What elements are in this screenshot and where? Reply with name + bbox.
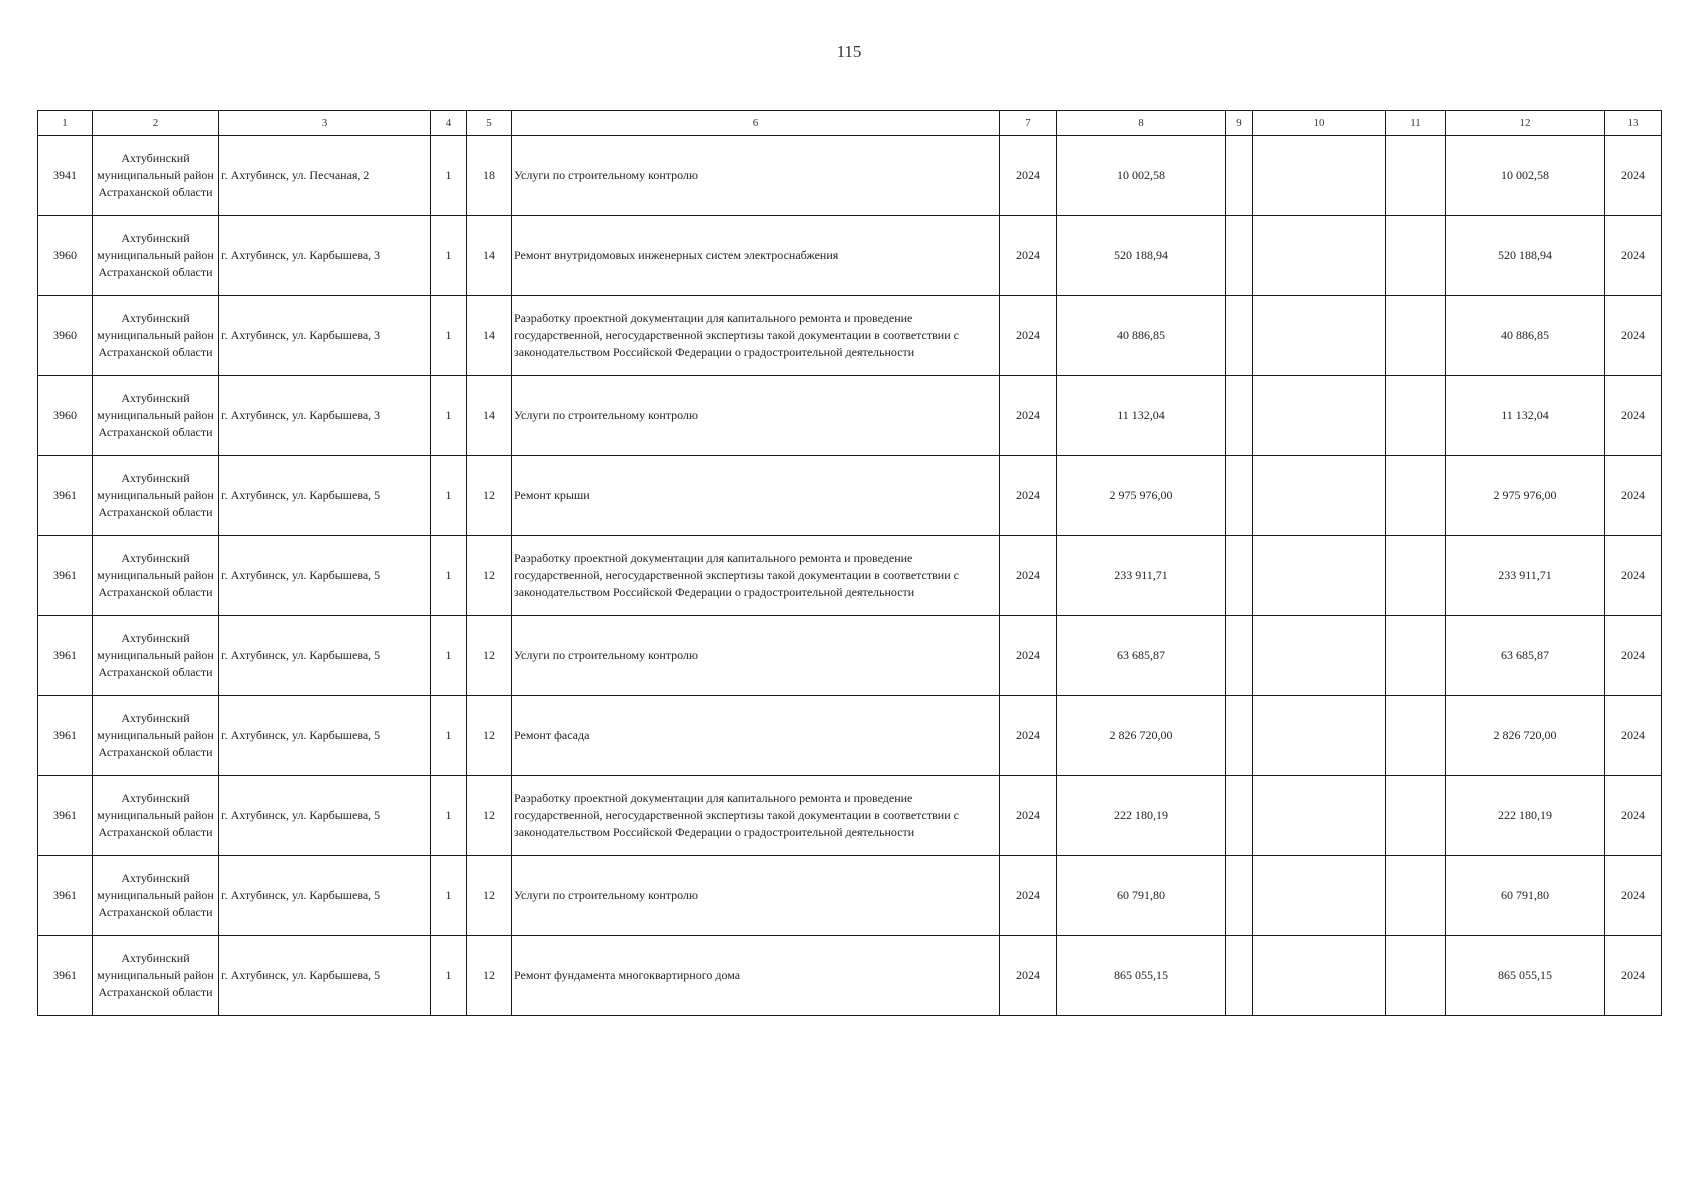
- work-type-cell: Разработку проектной документации для капитального ремонта и проведение государственной, негосударственной экспертизы такой документации в соответствии с законодательством Российской Федерации о градостроительной деятельности: [512, 296, 1000, 376]
- col5-cell: 12: [467, 696, 512, 776]
- year-cell: 2024: [1000, 696, 1057, 776]
- cost-cell: 222 180,19: [1446, 776, 1605, 856]
- house-id-cell: 3941: [38, 136, 93, 216]
- completion-year-cell: 2024: [1605, 296, 1662, 376]
- col4-cell: 1: [431, 856, 467, 936]
- work-type-cell: Ремонт крыши: [512, 456, 1000, 536]
- col5-cell: 18: [467, 136, 512, 216]
- column-header-12: 12: [1446, 111, 1605, 136]
- municipality-cell: Ахтубинский муниципальный район Астраханской области: [93, 376, 219, 456]
- col11-cell: [1386, 536, 1446, 616]
- table-body: [38, 136, 1662, 1016]
- house-id-cell: 3961: [38, 616, 93, 696]
- table-row: [38, 936, 1662, 1016]
- col11-cell: [1386, 216, 1446, 296]
- col9-cell: [1226, 136, 1253, 216]
- total-cost-cell: 10 002,58: [1057, 136, 1226, 216]
- year-cell: 2024: [1000, 936, 1057, 1016]
- table-row: [38, 216, 1662, 296]
- table-row: [38, 136, 1662, 216]
- completion-year-cell: 2024: [1605, 536, 1662, 616]
- address-cell: г. Ахтубинск, ул. Карбышева, 5: [219, 936, 431, 1016]
- capital-repair-table: [37, 110, 1662, 1016]
- completion-year-cell: 2024: [1605, 856, 1662, 936]
- table-row: [38, 696, 1662, 776]
- table-row: [38, 376, 1662, 456]
- col4-cell: 1: [431, 536, 467, 616]
- col4-cell: 1: [431, 136, 467, 216]
- municipality-cell: Ахтубинский муниципальный район Астраханской области: [93, 696, 219, 776]
- col9-cell: [1226, 216, 1253, 296]
- total-cost-cell: 2 975 976,00: [1057, 456, 1226, 536]
- col11-cell: [1386, 136, 1446, 216]
- completion-year-cell: 2024: [1605, 936, 1662, 1016]
- col5-cell: 12: [467, 936, 512, 1016]
- col4-cell: 1: [431, 936, 467, 1016]
- col4-cell: 1: [431, 456, 467, 536]
- total-cost-cell: 520 188,94: [1057, 216, 1226, 296]
- column-header-9: 9: [1226, 111, 1253, 136]
- col5-cell: 12: [467, 536, 512, 616]
- table-row: [38, 616, 1662, 696]
- year-cell: 2024: [1000, 216, 1057, 296]
- completion-year-cell: 2024: [1605, 216, 1662, 296]
- year-cell: 2024: [1000, 456, 1057, 536]
- col10-cell: [1253, 536, 1386, 616]
- col11-cell: [1386, 456, 1446, 536]
- year-cell: 2024: [1000, 616, 1057, 696]
- col11-cell: [1386, 936, 1446, 1016]
- cost-cell: 10 002,58: [1446, 136, 1605, 216]
- address-cell: г. Ахтубинск, ул. Песчаная, 2: [219, 136, 431, 216]
- address-cell: г. Ахтубинск, ул. Карбышева, 5: [219, 536, 431, 616]
- house-id-cell: 3960: [38, 216, 93, 296]
- year-cell: 2024: [1000, 296, 1057, 376]
- table-row: [38, 296, 1662, 376]
- col4-cell: 1: [431, 776, 467, 856]
- column-header-6: 6: [512, 111, 1000, 136]
- column-header-1: 1: [38, 111, 93, 136]
- col9-cell: [1226, 536, 1253, 616]
- work-type-cell: Услуги по строительному контролю: [512, 856, 1000, 936]
- cost-cell: 2 975 976,00: [1446, 456, 1605, 536]
- address-cell: г. Ахтубинск, ул. Карбышева, 5: [219, 856, 431, 936]
- house-id-cell: 3961: [38, 696, 93, 776]
- column-header-8: 8: [1057, 111, 1226, 136]
- total-cost-cell: 233 911,71: [1057, 536, 1226, 616]
- col11-cell: [1386, 696, 1446, 776]
- total-cost-cell: 2 826 720,00: [1057, 696, 1226, 776]
- col11-cell: [1386, 856, 1446, 936]
- house-id-cell: 3961: [38, 856, 93, 936]
- work-type-cell: Ремонт фасада: [512, 696, 1000, 776]
- col11-cell: [1386, 616, 1446, 696]
- year-cell: 2024: [1000, 376, 1057, 456]
- column-header-4: 4: [431, 111, 467, 136]
- completion-year-cell: 2024: [1605, 776, 1662, 856]
- work-type-cell: Услуги по строительному контролю: [512, 376, 1000, 456]
- col4-cell: 1: [431, 696, 467, 776]
- work-type-cell: Ремонт фундамента многоквартирного дома: [512, 936, 1000, 1016]
- municipality-cell: Ахтубинский муниципальный район Астраханской области: [93, 616, 219, 696]
- col9-cell: [1226, 776, 1253, 856]
- table-row: [38, 456, 1662, 536]
- col10-cell: [1253, 776, 1386, 856]
- address-cell: г. Ахтубинск, ул. Карбышева, 5: [219, 696, 431, 776]
- column-header-5: 5: [467, 111, 512, 136]
- col9-cell: [1226, 616, 1253, 696]
- work-type-cell: Услуги по строительному контролю: [512, 616, 1000, 696]
- house-id-cell: 3961: [38, 456, 93, 536]
- municipality-cell: Ахтубинский муниципальный район Астраханской области: [93, 136, 219, 216]
- col5-cell: 12: [467, 456, 512, 536]
- col11-cell: [1386, 376, 1446, 456]
- address-cell: г. Ахтубинск, ул. Карбышева, 5: [219, 616, 431, 696]
- municipality-cell: Ахтубинский муниципальный район Астраханской области: [93, 536, 219, 616]
- completion-year-cell: 2024: [1605, 696, 1662, 776]
- work-type-cell: Разработку проектной документации для капитального ремонта и проведение государственной, негосударственной экспертизы такой документации в соответствии с законодательством Российской Федерации о градостроительной деятельности: [512, 776, 1000, 856]
- cost-cell: 60 791,80: [1446, 856, 1605, 936]
- total-cost-cell: 40 886,85: [1057, 296, 1226, 376]
- col5-cell: 14: [467, 216, 512, 296]
- municipality-cell: Ахтубинский муниципальный район Астраханской области: [93, 776, 219, 856]
- house-id-cell: 3960: [38, 376, 93, 456]
- col9-cell: [1226, 376, 1253, 456]
- col10-cell: [1253, 136, 1386, 216]
- address-cell: г. Ахтубинск, ул. Карбышева, 5: [219, 456, 431, 536]
- col10-cell: [1253, 856, 1386, 936]
- completion-year-cell: 2024: [1605, 616, 1662, 696]
- column-header-10: 10: [1253, 111, 1386, 136]
- municipality-cell: Ахтубинский муниципальный район Астраханской области: [93, 456, 219, 536]
- year-cell: 2024: [1000, 136, 1057, 216]
- col10-cell: [1253, 616, 1386, 696]
- col9-cell: [1226, 936, 1253, 1016]
- col5-cell: 12: [467, 856, 512, 936]
- work-type-cell: Разработку проектной документации для капитального ремонта и проведение государственной, негосударственной экспертизы такой документации в соответствии с законодательством Российской Федерации о градостроительной деятельности: [512, 536, 1000, 616]
- year-cell: 2024: [1000, 776, 1057, 856]
- col11-cell: [1386, 776, 1446, 856]
- total-cost-cell: 60 791,80: [1057, 856, 1226, 936]
- table-row: [38, 856, 1662, 936]
- house-id-cell: 3960: [38, 296, 93, 376]
- municipality-cell: Ахтубинский муниципальный район Астраханской области: [93, 216, 219, 296]
- cost-cell: 233 911,71: [1446, 536, 1605, 616]
- cost-cell: 63 685,87: [1446, 616, 1605, 696]
- cost-cell: 865 055,15: [1446, 936, 1605, 1016]
- col4-cell: 1: [431, 296, 467, 376]
- column-header-7: 7: [1000, 111, 1057, 136]
- col4-cell: 1: [431, 616, 467, 696]
- col5-cell: 14: [467, 296, 512, 376]
- col10-cell: [1253, 376, 1386, 456]
- col9-cell: [1226, 296, 1253, 376]
- total-cost-cell: 865 055,15: [1057, 936, 1226, 1016]
- municipality-cell: Ахтубинский муниципальный район Астраханской области: [93, 296, 219, 376]
- column-header-11: 11: [1386, 111, 1446, 136]
- cost-cell: 40 886,85: [1446, 296, 1605, 376]
- completion-year-cell: 2024: [1605, 376, 1662, 456]
- house-id-cell: 3961: [38, 936, 93, 1016]
- col5-cell: 12: [467, 776, 512, 856]
- table-row: [38, 536, 1662, 616]
- house-id-cell: 3961: [38, 776, 93, 856]
- col4-cell: 1: [431, 216, 467, 296]
- work-type-cell: Услуги по строительному контролю: [512, 136, 1000, 216]
- header-row: [38, 111, 1662, 136]
- municipality-cell: Ахтубинский муниципальный район Астраханской области: [93, 936, 219, 1016]
- work-type-cell: Ремонт внутридомовых инженерных систем электроснабжения: [512, 216, 1000, 296]
- year-cell: 2024: [1000, 856, 1057, 936]
- col10-cell: [1253, 456, 1386, 536]
- address-cell: г. Ахтубинск, ул. Карбышева, 5: [219, 776, 431, 856]
- municipality-cell: Ахтубинский муниципальный район Астраханской области: [93, 856, 219, 936]
- col9-cell: [1226, 696, 1253, 776]
- col9-cell: [1226, 456, 1253, 536]
- col10-cell: [1253, 936, 1386, 1016]
- col11-cell: [1386, 296, 1446, 376]
- total-cost-cell: 11 132,04: [1057, 376, 1226, 456]
- completion-year-cell: 2024: [1605, 136, 1662, 216]
- total-cost-cell: 63 685,87: [1057, 616, 1226, 696]
- col10-cell: [1253, 216, 1386, 296]
- column-header-2: 2: [93, 111, 219, 136]
- cost-cell: 2 826 720,00: [1446, 696, 1605, 776]
- col5-cell: 12: [467, 616, 512, 696]
- column-header-3: 3: [219, 111, 431, 136]
- address-cell: г. Ахтубинск, ул. Карбышева, 3: [219, 376, 431, 456]
- col9-cell: [1226, 856, 1253, 936]
- page-number: 115: [836, 42, 862, 61]
- house-id-cell: 3961: [38, 536, 93, 616]
- completion-year-cell: 2024: [1605, 456, 1662, 536]
- col5-cell: 14: [467, 376, 512, 456]
- year-cell: 2024: [1000, 536, 1057, 616]
- col4-cell: 1: [431, 376, 467, 456]
- cost-cell: 520 188,94: [1446, 216, 1605, 296]
- col10-cell: [1253, 696, 1386, 776]
- total-cost-cell: 222 180,19: [1057, 776, 1226, 856]
- col10-cell: [1253, 296, 1386, 376]
- address-cell: г. Ахтубинск, ул. Карбышева, 3: [219, 216, 431, 296]
- table-row: [38, 776, 1662, 856]
- column-header-13: 13: [1605, 111, 1662, 136]
- cost-cell: 11 132,04: [1446, 376, 1605, 456]
- address-cell: г. Ахтубинск, ул. Карбышева, 3: [219, 296, 431, 376]
